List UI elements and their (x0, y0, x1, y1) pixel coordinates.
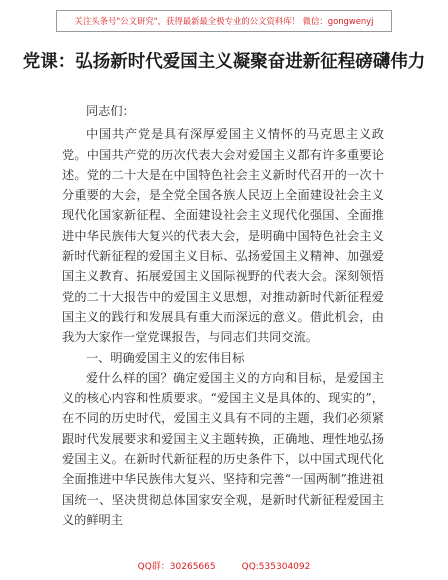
promo-banner: 关注头条号"公文研究"，获得最新最全极专业的公文资料库！ 微信：gongwenyj (56, 10, 392, 32)
footer-qq-group: QQ群：30265665 (137, 562, 216, 572)
document-body (62, 101, 384, 530)
page-title: 党课：弘扬新时代爱国主义凝聚奋进新征程磅礴伟力 (22, 52, 426, 72)
section-heading: 一、明确爱国主义的宏伟目标 (86, 350, 245, 365)
footer-contact (0, 559, 448, 572)
paragraph-section-1: 爱什么样的国？确定爱国主义的方向和目标，是爱国主义的核心内容和性质要求。“爱国主义是具体的、现实的”，在不同的历史时代，爱国主义具有不同的主题，我们必须紧跟时代发展要求和爱国主义主题转换，正确地、理性地弘扬爱国主义。在新时代新征程的历史条件下，以中国式现代化全面推进中华民族伟大复兴、坚持和完善“一国两制”推进祖国统一、坚决贯彻总体国家安全观，是新时代新征程爱国主义的鲜明主 (62, 370, 384, 527)
footer-qq: QQ:535304092 (241, 562, 311, 572)
salutation: 同志们： (86, 104, 135, 118)
paragraph-intro: 中国共产党是具有深厚爱国主义情怀的马克思主义政党。中国共产党的历次代表大会对爱国主义都有许多重要论述。党的二十大是在中国特色社会主义新时代召开的一次十分重要的大会，是全党全国各族人民迈上全面建设社会主义现代化国家新征程、全面建设社会主义现代化强国、全面推进中华民族伟大复兴的代表大会，是明确中国特色社会主义新时代新征程的爱国主义目标、弘扬爱国主义精神、加强爱国主义教育、拓展爱国主义国际视野的代表大会。深刻领悟党的二十大报告中的爱国主义思想，对推动新时代新征程爱国主义的践行和发展具有重大而深远的意义。借此机会，由我为大家作一堂党课报告，与同志们共同交流。 (62, 127, 384, 345)
